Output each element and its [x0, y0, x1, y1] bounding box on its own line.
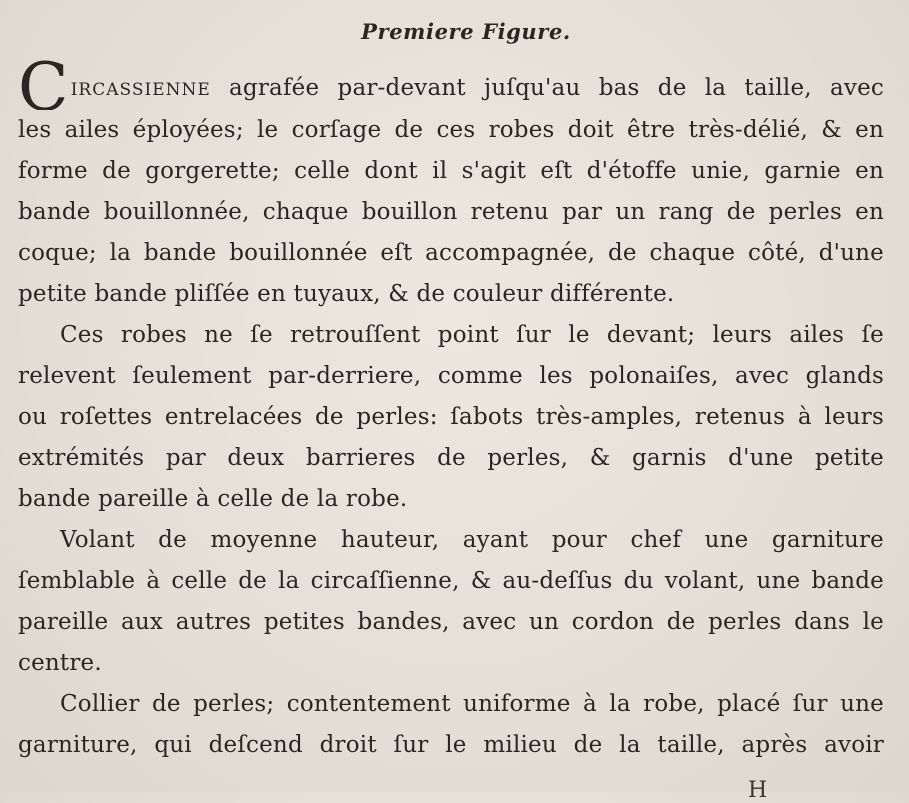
paragraph-1-line-2: les ailes éployées; le corſage de ces robes doit être très-délié, & en — [18, 117, 884, 143]
paragraph-3-line-1: Volant de moyenne hauteur, ayant pour chef une garniture — [60, 527, 884, 553]
signature-mark: H — [748, 778, 768, 803]
paragraph-4-line-2: garniture, qui deſcend droit ſur le milieu de la taille, après avoir — [18, 732, 884, 758]
paragraph-1-line-1: agrafée par-devant juſqu'au bas de la taille, avec — [229, 75, 884, 101]
paragraph-4-line-1: Collier de perles; contentement uniforme à la robe, placé ſur une — [60, 691, 884, 717]
paragraph-1 — [18, 52, 884, 315]
document-page — [18, 12, 884, 792]
figure-heading: Premiere Figure. — [361, 19, 571, 44]
paragraph-2-line-2: relevent ſeulement par-derriere, comme les polonaiſes, avec glands — [18, 363, 884, 389]
paragraph-2-line-3: ou roſettes entrelacées de perles: ſabots très-amples, retenus à leurs — [18, 404, 884, 430]
paragraph-3 — [18, 520, 884, 684]
drop-cap: C — [18, 52, 69, 110]
paragraph-2 — [18, 315, 884, 520]
paragraph-3-line-4: centre. — [18, 650, 102, 676]
paragraph-1-first-line — [18, 52, 884, 110]
paragraph-2-line-1: Ces robes ne ſe retrouſſent point ſur le devant; leurs ailes ſe — [60, 322, 884, 348]
paragraph-3-line-3: pareille aux autres petites bandes, avec un cordon de perles dans le — [18, 609, 884, 635]
paragraph-1-line-5: coque; la bande bouillonnée eſt accompagnée, de chaque côté, d'une — [18, 240, 884, 266]
paragraph-1-line-3: forme de gorgerette; celle dont il s'agit eſt d'étoffe unie, garnie en — [18, 158, 884, 184]
paragraph-3-line-2: ſemblable à celle de la circaſſienne, & au-deſſus du volant, une bande — [18, 568, 884, 594]
paragraph-1-line-4: bande bouillonnée, chaque bouillon retenu par un rang de perles en — [18, 199, 884, 225]
paragraph-2-line-4: extrémités par deux barrieres de perles, & garnis d'une petite — [18, 445, 884, 471]
paragraph-4 — [18, 684, 884, 766]
first-word: IRCASSIENNE — [70, 80, 211, 100]
paragraph-1-line-6: petite bande pliſſée en tuyaux, & de couleur différente. — [18, 281, 675, 307]
paragraph-2-line-5: bande pareille à celle de la robe. — [18, 486, 408, 512]
